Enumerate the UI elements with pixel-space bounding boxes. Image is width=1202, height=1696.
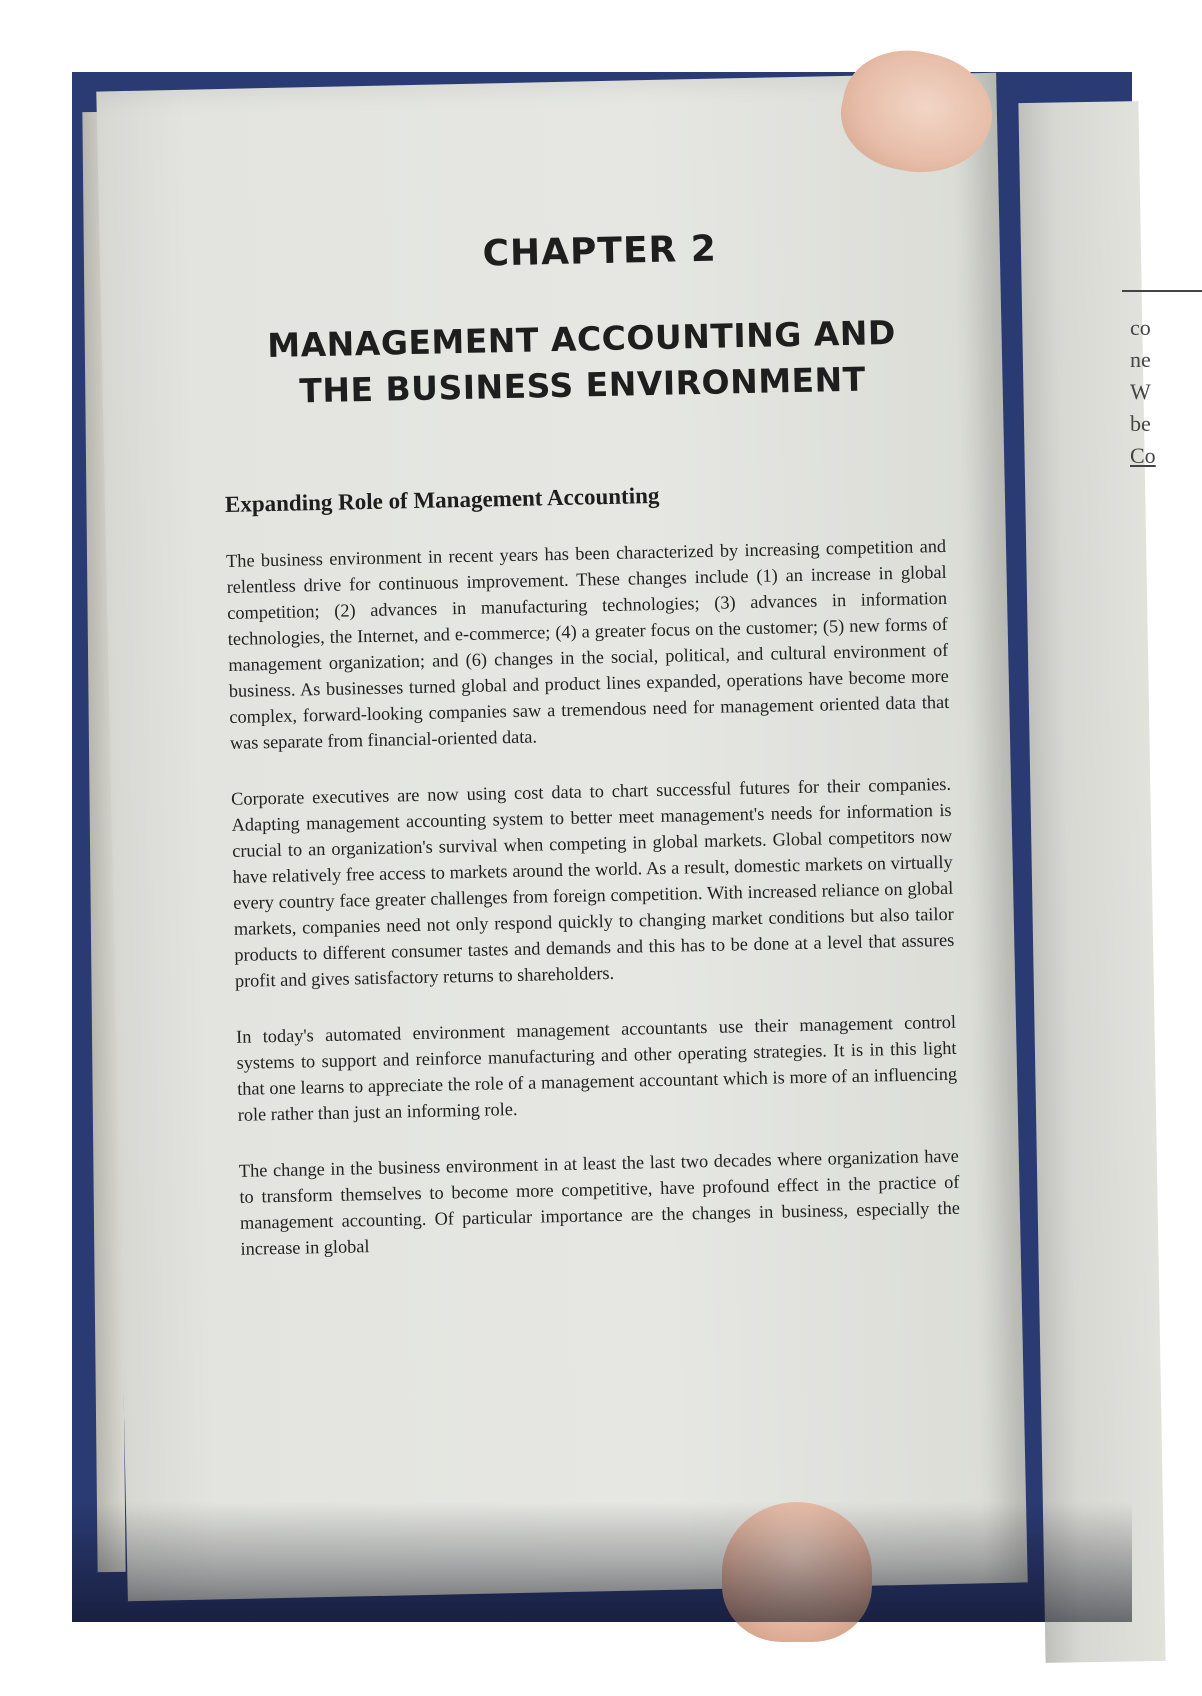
chapter-title-line: MANAGEMENT ACCOUNTING AND — [266, 312, 897, 366]
body-paragraph: In today's automated environment management accountants use their management control systems to support and reinforce manufacturing and other operating strategies. It is in this light that one learns to appreciate the role of a management accountant which is more of an influencing role rather than just an informing role. — [235, 1011, 958, 1125]
chapter-title-line: THE BUSINESS ENVIRONMENT — [298, 359, 867, 411]
body-paragraph: Corporate executives are now using cost data to chart successful futures for their companies. Adapting management accounting system to better meet management's needs for information is crucial to an organization's survival when competing in global markets. Global competitors now have relatively free access to markets around the world. As a result, domestic markets on virtually every country face greater challenges from foreign competition. With increased reliance on global markets, companies need not only respond quickly to changing market conditions but also tailor products to different consumer tastes and demands and this has to be done at a level that assures profit and gives satisfactory returns to shareholders. — [230, 773, 955, 991]
facing-page-fragment: co — [1130, 315, 1151, 340]
chapter-number: CHAPTER 2 — [482, 228, 718, 275]
book-page — [96, 73, 1027, 1602]
body-paragraph: The change in the business environment in at least the last two decades where organization have to transform themselves to become more competitive, have profound effect in the practice of management accounting. Of particular importance are the changes in business, especially the increase in global — [238, 1145, 961, 1259]
photo-shadow — [72, 1502, 1132, 1622]
facing-page-rule — [1122, 290, 1202, 292]
facing-page-fragment: W — [1130, 379, 1151, 404]
facing-page-text — [1130, 312, 1200, 472]
facing-page-fragment: be — [1130, 411, 1151, 436]
page-content — [219, 224, 961, 1292]
chapter-title — [221, 309, 943, 416]
book-photo — [72, 72, 1156, 1622]
body-paragraph: The business environment in recent years has been characterized by increasing competition and relentless drive for continuous improvement. These changes include (1) an increase in global competition; (2) advances in manufacturing technologies; (3) advances in information technologies, the Internet, and e-commerce; (4) a greater focus on the customer; (5) new forms of management organization; and (6) changes in the social, political, and cultural environment of business. As businesses turned global and product lines expanded, operations have become more complex, forward-looking companies saw a tremendous need for management oriented data that was separate from financial-oriented data. — [225, 535, 950, 753]
facing-page-fragment: Co — [1130, 443, 1156, 468]
section-heading: Expanding Role of Management Accounting — [224, 482, 660, 517]
facing-page-fragment: ne — [1130, 347, 1151, 372]
